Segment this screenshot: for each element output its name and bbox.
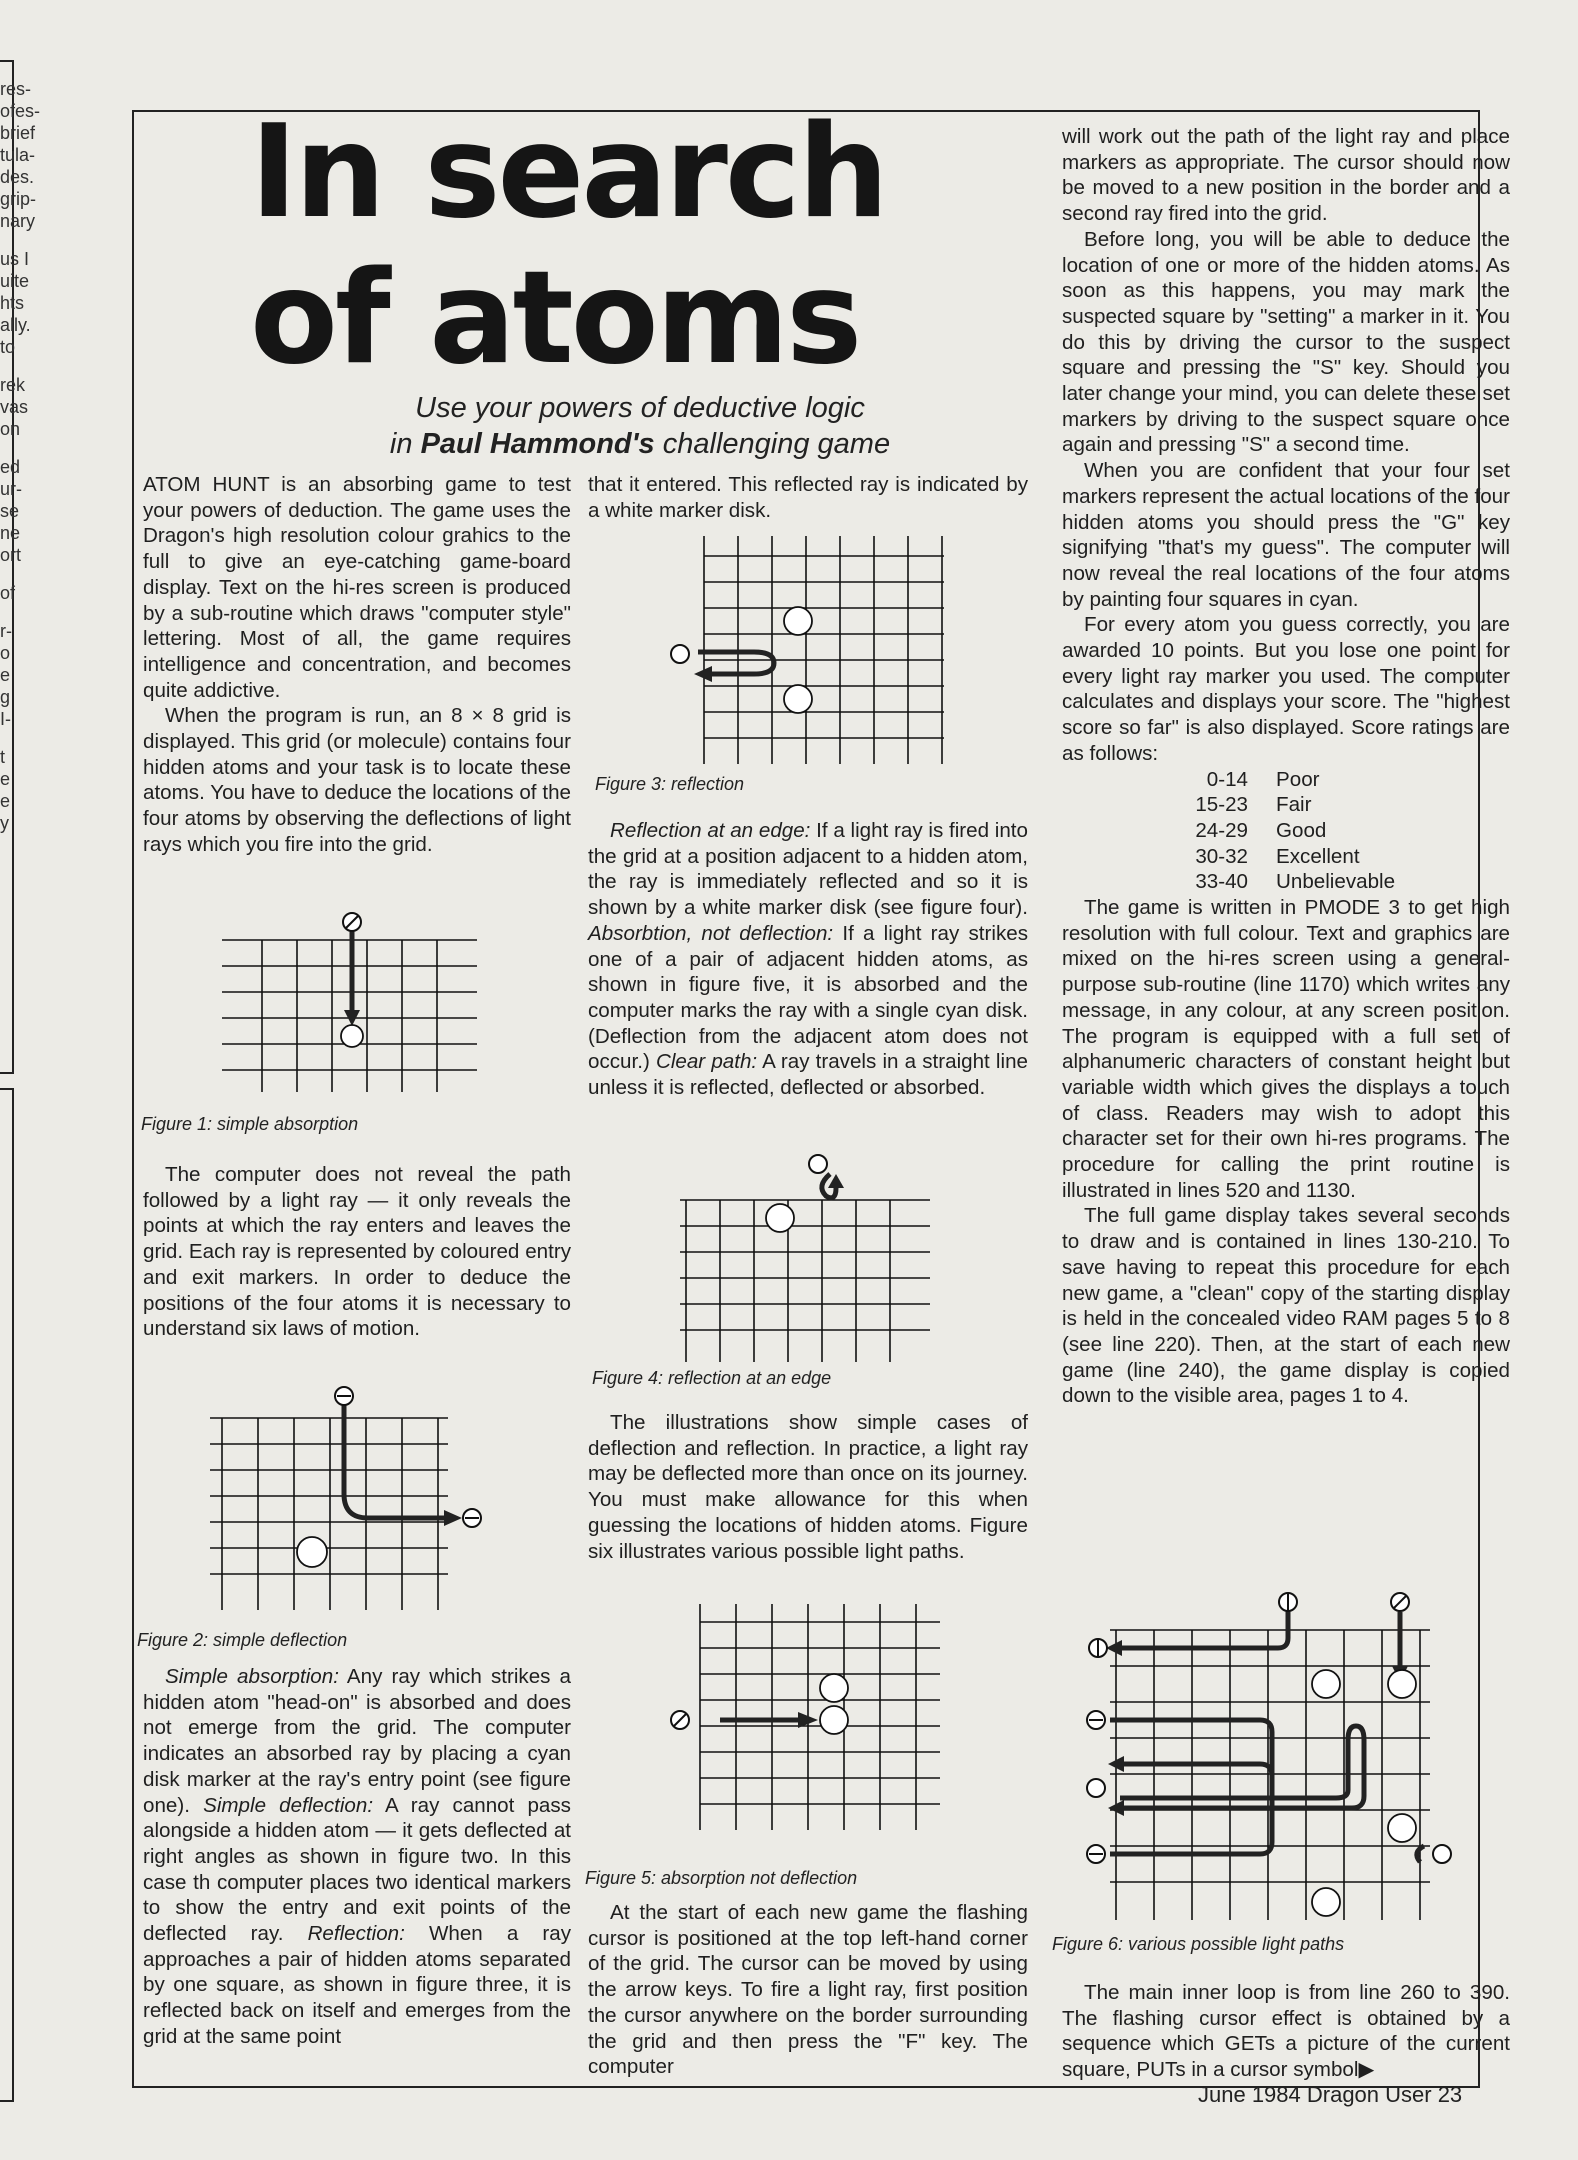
subtitle-suffix: challenging game — [654, 428, 891, 460]
facing-page-fragment: tula- — [0, 145, 36, 165]
facing-page-fragment — [0, 232, 60, 248]
facing-page-fragment: uite — [0, 271, 30, 291]
title-line-1: In search — [250, 98, 886, 247]
paragraph: When you are confident that your four set markers represent the actual locations of the four hidden atoms you should press the "G" key signifying "that's my guess". The computer will now reveal the real locations of the four atoms by painting four squares in cyan. — [1062, 459, 1510, 611]
law-absorption-not-deflection: Absorbtion, not deflection: — [588, 921, 834, 945]
column-2-top — [588, 472, 1028, 523]
facing-page-fragment: t — [0, 747, 6, 767]
facing-page-fragment: hts — [0, 293, 25, 313]
facing-page-fragment: y — [0, 813, 9, 833]
paragraph: ATOM HUNT is an absorbing game to test your powers of deduction. The game uses the Dragon's high resolution colour grahics to the full to give an eye-catching game-board display. Text on the hi-res screen is produced by a sub-routine which draws "computer style" lettering. Most of all, the game requires intelligence and concentration, and becomes quite addictive. — [143, 473, 571, 702]
score-range: 24-29 — [1195, 818, 1248, 842]
figure-5-caption: Figure 5: absorption not deflection — [585, 1868, 858, 1888]
facing-page-fragment — [0, 730, 60, 746]
facing-page-fragment: brief — [0, 123, 36, 143]
continue-arrow-icon: ▶ — [1358, 2058, 1375, 2082]
paragraph — [588, 818, 1028, 1101]
figure-4-caption: Figure 4: reflection at an edge — [592, 1368, 832, 1388]
law-clear-path: Clear path: — [655, 1050, 758, 1074]
score-rating: Good — [1276, 818, 1327, 842]
figure-1-caption: Figure 1: simple absorption — [141, 1114, 359, 1134]
author-name: Paul Hammond's — [420, 428, 655, 460]
text-run: The main inner loop is from line 260 to 390. The flashing cursor effect is obtained by a sequence which GETs a picture of the current square, PUTs in a cursor symbol — [1062, 1981, 1510, 2082]
facing-page-fragment — [0, 440, 60, 456]
text-run: If a light ray is fired into the grid at a position adjacent to a hidden atom, the ray is immediately reflected and so it is shown by a white marker disk (see figure four). — [588, 819, 1028, 920]
facing-page-fragment: to — [0, 337, 16, 357]
facing-page-fragment — [0, 566, 60, 582]
figure-3-diagram — [664, 536, 954, 768]
column-1-intro — [143, 472, 571, 858]
article-subtitle — [280, 390, 1000, 462]
score-row — [1170, 818, 1510, 844]
figure-6-caption: Figure 6: various possible light paths — [1052, 1934, 1345, 1954]
facing-page-fragment: ne — [0, 523, 21, 543]
score-range: 30-32 — [1195, 844, 1248, 868]
facing-page-fragment: ally. — [0, 315, 31, 335]
page-footer: June 1984 Dragon User 23 — [1198, 2082, 1463, 2107]
facing-page-fragment: rek — [0, 375, 26, 395]
score-range: 33-40 — [1195, 870, 1248, 894]
facing-page-fragment: r- — [0, 621, 12, 641]
facing-page-fragment: des. — [0, 167, 35, 187]
facing-page-fragment: grip- — [0, 189, 37, 209]
law-simple-deflection: Simple deflection: — [203, 1793, 374, 1817]
law-simple-absorption: Simple absorption: — [165, 1665, 339, 1688]
facing-page-fragment: e — [0, 769, 11, 789]
facing-page-fragment: on — [0, 419, 21, 439]
paragraph: At the start of each new game the flashing cursor is positioned at the top left-hand corner of the grid. The cursor can be moved by using the arrow keys. To fire a light ray, first position the cursor anywhere on the border surrounding the grid and then press the "F" key. The computer — [588, 1901, 1028, 2079]
score-rating: Unbelievable — [1276, 870, 1396, 894]
subtitle-line-1: Use your powers of deductive logic — [415, 392, 865, 424]
score-row — [1170, 869, 1510, 895]
facing-page-fragment — [0, 358, 60, 374]
facing-page-fragment: se — [0, 501, 20, 521]
facing-page-fragment: ed — [0, 457, 21, 477]
paragraph — [143, 1664, 571, 2050]
column-2-bottom — [588, 1900, 1028, 2080]
facing-page-fragment — [0, 604, 60, 620]
paragraph: The illustrations show simple cases of deflection and reflection. In practice, a light ray may be deflected more than once on its journey. You must make allowance for this when guessing the locations of hidden atoms. Figure six illustrates various possible light paths. — [588, 1411, 1028, 1563]
paragraph — [1062, 1980, 1510, 2083]
text-run: A ray cannot pass alongside a hidden atom — it gets deflected at right angles as shown in figure two. In this case th computer places two identical markers to show the entry and exit points of the deflected ray. — [143, 1793, 571, 1946]
facing-page-fragment: res- — [0, 79, 31, 99]
paragraph: The full game display takes several seconds to draw and is contained in lines 130-210. To save having to repeat this procedure for each new game, a "clean" copy of the starting display is held in the concealed video RAM pages 5 to 8 (see line 220). Then, at the start of each new game (line 240), the game display is copied down to the visible area, pages 1 to 4. — [1062, 1204, 1510, 1408]
facing-page-fragment: us I — [0, 249, 30, 269]
subtitle-line-2 — [280, 426, 1000, 462]
score-range: 0-14 — [1206, 767, 1248, 791]
facing-page-fragment: g — [0, 687, 11, 707]
facing-page-fragment: I- — [0, 709, 11, 729]
score-row — [1170, 767, 1510, 793]
score-rating: Fair — [1276, 793, 1312, 817]
score-row — [1170, 844, 1510, 870]
score-range: 15-23 — [1195, 793, 1248, 817]
paragraph: The computer does not reveal the path followed by a light ray — it only reveals the points at which the ray enters and leaves the grid. Each ray is represented by coloured entry and exit markers. In order to deduce the positions of the four atoms it is necessary to understand six laws of motion. — [143, 1163, 571, 1341]
column-1-middle — [143, 1162, 571, 1342]
law-reflection: Reflection: — [307, 1922, 405, 1946]
facing-page-box-lower — [0, 1088, 14, 2102]
column-2-laws — [588, 818, 1028, 1101]
figure-2-caption: Figure 2: simple deflection — [137, 1630, 348, 1650]
title-line-2: of atoms — [250, 244, 860, 393]
score-rating: Excellent — [1276, 844, 1360, 868]
column-3 — [1062, 124, 1510, 1409]
text-run: When a ray approaches a pair of hidden atoms separated by one square, as shown in figure three, it is reflected back on itself and emerges from the grid at the same point — [143, 1922, 571, 2048]
column-1-laws — [143, 1664, 571, 2050]
paragraph: The game is written in PMODE 3 to get high resolution with full colour. Text and graphics are mixed on the hi-res screen using a general-purpose sub-routine (line 1170) which writes any message, in any colour, at any screen position. The program is equipped with a full set of alphanumeric characters of constant height but variable width which gives the displays a touch of class. Readers may wish to adopt this character set for their own hi-res programs. The procedure for calling the print routine is illustrated in lines 520 and 1130. — [1062, 896, 1510, 1202]
facing-page-fragment: ur- — [0, 479, 22, 499]
figure-1-diagram — [222, 912, 477, 1102]
paragraph: that it entered. This reflected ray is indicated by a white marker disk. — [588, 473, 1028, 522]
paragraph: For every atom you guess correctly, you are awarded 10 points. But you lose one point for every light ray marker you used. The computer calculates and displays your score. The "highest score so far" is also displayed. Score ratings are as follows: — [1062, 613, 1510, 765]
text-run: If a light ray strikes one of a pair of adjacent hidden atoms, as shown in figure five, it is absorbed and the computer marks the ray with a single cyan disk. (Deflection from the adjacent atom does not occur.) — [588, 921, 1028, 1074]
facing-page-text-fragments — [0, 78, 60, 834]
figure-3-caption: Figure 3: reflection — [595, 774, 745, 794]
subtitle-prefix: in — [389, 428, 421, 460]
text-run: Any ray which strikes a hidden atom "head-on" is absorbed and does not emerge from the grid. The computer indicates an absorbed ray by placing a cyan disk marker at the ray's entry point (see figure one). — [143, 1665, 572, 1817]
column-2-middle — [588, 1410, 1028, 1564]
text-run: A ray travels in a straight line unless it is reflected, deflected or absorbed. — [588, 1050, 1028, 1100]
facing-page-fragment: ort — [0, 545, 22, 565]
facing-page-fragment: of — [0, 583, 16, 603]
facing-page-fragment: e — [0, 665, 11, 685]
column-3-bottom — [1062, 1980, 1510, 2083]
article-title — [250, 100, 970, 392]
figure-6-diagram — [1080, 1590, 1460, 1930]
figure-4-diagram — [680, 1150, 940, 1370]
facing-page-fragment: nary — [0, 211, 36, 231]
score-row — [1170, 792, 1510, 818]
score-rating: Poor — [1276, 767, 1320, 791]
figure-5-diagram — [660, 1604, 950, 1834]
paragraph: When the program is run, an 8 × 8 grid is displayed. This grid (or molecule) contains four hidden atoms and your task is to locate these atoms. You have to deduce the locations of the four atoms by observing the deflections of light rays which you fire into the grid. — [143, 704, 571, 856]
facing-page-fragment: ofes- — [0, 101, 41, 121]
facing-page-fragment: e — [0, 791, 11, 811]
facing-page-fragment: o — [0, 643, 11, 663]
law-reflection-at-edge: Reflection at an edge: — [610, 819, 811, 842]
paragraph: Before long, you will be able to deduce the location of one or more of the hidden atoms. As soon as this happens, you may mark the suspected square by "setting" a marker in it. You do this by driving the cursor to the suspect square and pressing the "S" key. Should you later change your mind, you can delete these set markers by driving to the suspect square once again and pressing "S" a second time. — [1062, 227, 1510, 457]
facing-page-fragment: vas — [0, 397, 29, 417]
figure-2-diagram — [210, 1382, 500, 1614]
score-ratings-table — [1170, 767, 1510, 895]
paragraph: will work out the path of the light ray and place markers as appropriate. The cursor should now be moved to a new position in the border and a second ray fired into the grid. — [1062, 125, 1510, 226]
